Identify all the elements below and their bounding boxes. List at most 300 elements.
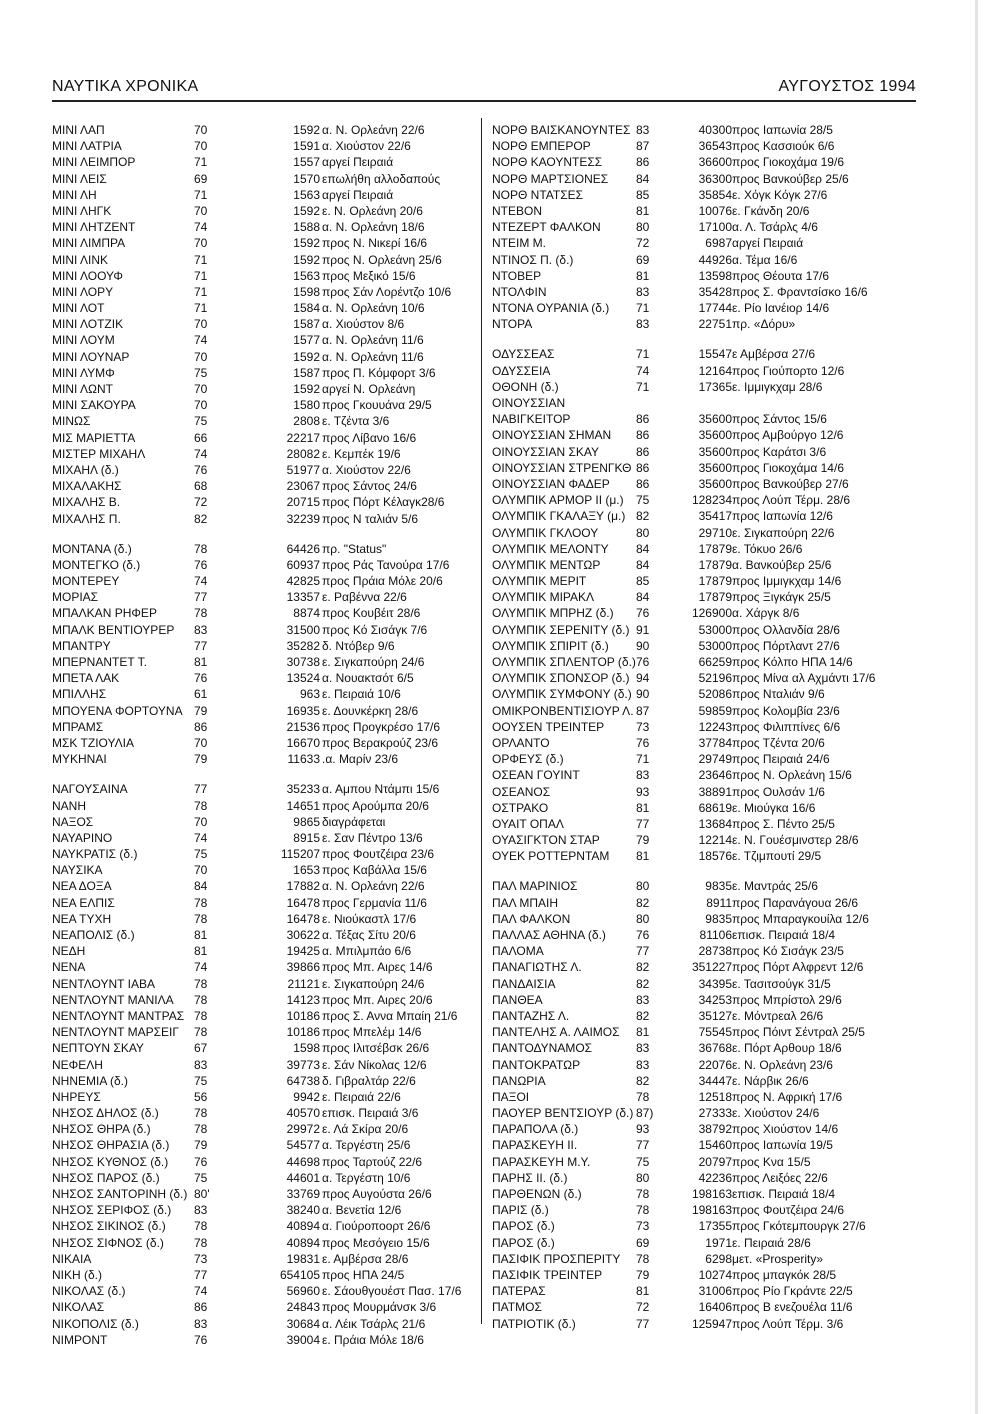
tonnage: 35600 — [698, 476, 732, 491]
ship-entry — [492, 171, 892, 187]
header-rule — [52, 100, 916, 102]
ship-entry — [492, 1202, 892, 1218]
ship-name: ΝΗΣΟΣ ΘΗΡΑ (δ.) — [52, 1122, 151, 1137]
ship-entry — [492, 476, 892, 492]
build-year: 74 — [194, 333, 208, 348]
status: προς Πόρτ Κέλαγκ28/6 — [322, 495, 445, 510]
ship-name: ΟΔΥΣΣΕΑΣ — [492, 347, 555, 362]
ship-entry — [492, 1235, 892, 1251]
ship-name: ΟΙΝΟΥΣΣΙΑΝ ΣΚΑΥ — [492, 444, 599, 459]
ship-entry — [492, 1057, 892, 1073]
ship-entry — [52, 381, 472, 397]
ship-name: ΜΙΧΑΛΗΣ Β. — [52, 495, 121, 510]
build-year: 56 — [194, 1089, 208, 1104]
ship-name: ΝΑΓΟΥΣΑΙΝΑ — [52, 782, 128, 797]
status: προς Φουτζέιρα 24/6 — [732, 1203, 845, 1218]
status: προς Αρούμπα 20/6 — [322, 798, 429, 813]
build-year: 77 — [636, 1316, 650, 1331]
ship-name: ΝΗΣΟΣ ΣΑΝΤΟΡΙΝΗ (δ.) — [52, 1187, 188, 1201]
build-year: 80 — [636, 1170, 650, 1185]
ship-entry — [492, 346, 892, 362]
ship-entry — [492, 784, 892, 800]
build-year: 77 — [194, 638, 208, 653]
tonnage: 18576 — [698, 849, 732, 864]
status: αργεί Πειραιά — [322, 187, 394, 202]
ship-name: ΟΛΥΜΠΙΚ ΣΕΡΕΝΙΤΥ (δ.) — [492, 622, 630, 637]
tonnage: 39866 — [286, 960, 320, 975]
status: προς Ιαπωνία 19/5 — [732, 1138, 833, 1153]
ship-name: ΟΛΥΜΠΙΚ ΜΕΝΤΩΡ — [492, 557, 601, 572]
ship-name: ΝΙΚΟΠΟΛΙΣ (δ.) — [52, 1316, 139, 1331]
ship-entry — [492, 427, 892, 443]
build-year: 82 — [636, 1073, 650, 1088]
build-year: 76 — [194, 1332, 208, 1347]
tonnage: 13684 — [698, 816, 732, 831]
build-year: 79 — [636, 833, 650, 848]
ship-entry — [52, 462, 472, 478]
build-year: 72 — [194, 495, 208, 510]
tonnage: 35600 — [698, 412, 732, 427]
ship-name: ΠΑΤΕΡΑΣ — [492, 1284, 546, 1299]
ship-name: ΝΟΡΘ ΚΑΟΥΝΤΕΣΣ — [492, 155, 603, 170]
tonnage: 81106 — [699, 928, 732, 942]
ship-name: ΟΔΥΣΣΕΙΑ — [492, 363, 551, 378]
tonnage: 17365 — [698, 379, 732, 394]
status: προς Ουλσάν 1/6 — [732, 784, 825, 799]
status: ε. Σαν Πέντρο 13/6 — [322, 830, 423, 845]
ship-entry — [52, 719, 472, 735]
tonnage: 15547 — [698, 347, 732, 362]
build-year: 90 — [636, 638, 650, 653]
build-year: 73 — [636, 719, 650, 734]
ship-name: ΜΟΝΤΑΝΑ (δ.) — [52, 541, 132, 556]
ship-name: ΟΛΥΜΠΙΚ ΜΠΡΗΖ (δ.) — [492, 606, 614, 621]
ship-entry — [492, 300, 892, 316]
build-year: 70 — [194, 139, 208, 154]
column-divider — [481, 118, 482, 1324]
tonnage: 64738 — [286, 1073, 320, 1088]
tonnage: 40894 — [286, 1235, 320, 1250]
tonnage: 17744 — [698, 301, 732, 316]
status: προς Ν. Ορλεάνη 15/6 — [732, 768, 852, 783]
status: α. Λ. Τσάρλς 4/6 — [732, 220, 818, 235]
build-year: 79 — [194, 1138, 208, 1153]
build-year: 86 — [194, 719, 208, 734]
status: α. Γιούροποορτ 26/6 — [322, 1219, 431, 1234]
tonnage: 36600 — [698, 155, 732, 170]
ship-entry — [492, 1089, 892, 1105]
tonnage: 6298 — [705, 1251, 732, 1266]
build-year: 79 — [194, 703, 208, 718]
ship-entry — [52, 1137, 472, 1153]
status: προς Μπελέμ 14/6 — [322, 1025, 422, 1040]
build-year: 71 — [194, 268, 208, 283]
status: προς Σάντος 15/6 — [732, 412, 827, 427]
build-year: 73 — [636, 1219, 650, 1234]
status: α. Ν. Ορλεάνη 10/6 — [322, 301, 425, 316]
ship-name: ΜΙΝΙ ΛΗ — [52, 187, 97, 202]
ship-name: ΠΑΛΟΜΑ — [492, 944, 544, 959]
ship-name: ΠΑΡΗΣ ΙΙ. (δ.) — [492, 1170, 568, 1185]
build-year: 78 — [194, 895, 208, 910]
build-year: 72 — [636, 236, 650, 251]
ship-name: ΝΙΚΑΙΑ — [52, 1251, 92, 1266]
status: α. Τέξας Σίτυ 20/6 — [322, 928, 416, 942]
ship-entry — [492, 492, 892, 508]
ship-name: ΜΙΝΙ ΛΟΤΖΙΚ — [52, 317, 124, 332]
ship-entry — [492, 203, 892, 219]
status: προς Ν ταλιάν 5/6 — [322, 511, 419, 526]
tonnage: 42825 — [286, 574, 320, 589]
status: προς Γκότεμπουργκ 27/6 — [732, 1219, 866, 1234]
ship-name: ΝΙΚΟΛΑΣ — [52, 1300, 105, 1315]
tonnage: 38891 — [698, 784, 732, 799]
build-year: 80 — [636, 525, 650, 540]
ship-name: ΝΙΚΟΛΑΣ (δ.) — [52, 1284, 126, 1299]
build-year: 71 — [636, 752, 650, 767]
ship-entry — [52, 959, 472, 975]
tonnage: 9865 — [293, 814, 320, 829]
status: ε Αμβέρσα 27/6 — [732, 347, 816, 362]
tonnage: 11633 — [287, 752, 320, 767]
build-year: 82 — [636, 960, 650, 975]
ship-entry — [492, 508, 892, 524]
status: α. Χιούστον 8/6 — [322, 317, 405, 332]
ship-entry — [492, 832, 892, 848]
ship-entry — [492, 138, 892, 154]
tonnage: 35600 — [698, 444, 732, 459]
ship-name: ΝΗΡΕΥΣ — [52, 1089, 101, 1104]
status: προς Μπαραγκουίλα 12/6 — [732, 911, 869, 926]
tonnage: 35854 — [698, 187, 732, 202]
build-year: 74 — [194, 830, 208, 845]
build-year: 82 — [636, 1008, 650, 1023]
status: ε. Ν. Ορλεάνη 23/6 — [732, 1057, 833, 1072]
status: α. Μπιλμπάο 6/6 — [322, 944, 412, 959]
status: προς Πόιντ Σέντραλ 25/5 — [732, 1025, 865, 1040]
build-year: 80 — [636, 911, 650, 926]
ship-name: ΝΤΙΝΟΣ Π. (δ.) — [492, 252, 574, 267]
build-year: 76 — [194, 1154, 208, 1169]
status: προς Κό Σισάγκ 23/5 — [732, 944, 844, 959]
ship-entry — [52, 541, 472, 557]
ship-name: ΝΑΒΙΓΚΕΙΤΟΡ — [492, 412, 571, 427]
build-year: 78 — [636, 1251, 650, 1266]
build-year: 75 — [194, 1170, 208, 1185]
status: προς Λούπ Τέρμ. 3/6 — [732, 1316, 844, 1331]
status: ε. Σάουθγουέστ Πασ. 17/6 — [322, 1284, 462, 1299]
build-year: 76 — [194, 671, 208, 686]
build-year: 70 — [194, 123, 208, 137]
ship-entry — [52, 830, 472, 846]
ship-entry — [492, 589, 892, 605]
build-year: 85 — [636, 574, 650, 589]
ship-entry — [492, 1121, 892, 1137]
ship-entry — [52, 638, 472, 654]
ship-name: ΜΙΧΑΗΛ (δ.) — [52, 462, 119, 477]
ship-name: ΜΠΟΥΕΝΑ ΦΟΡΤΟΥΝΑ — [52, 703, 183, 718]
status: προς Αμβούργο 12/6 — [732, 428, 844, 443]
ship-entry — [52, 1218, 472, 1234]
ship-entry — [52, 686, 472, 702]
ship-name: ΝΗΣΟΣ ΘΗΡΑΣΙΑ (δ.) — [52, 1138, 170, 1153]
tonnage: 198163 — [691, 1187, 732, 1201]
tonnage: 34447 — [698, 1073, 732, 1088]
ship-name: ΜΙΝΙ ΛΙΝΚ — [52, 252, 109, 267]
build-year: 71 — [636, 301, 650, 316]
tonnage: 17100 — [698, 220, 732, 235]
ship-entry — [492, 751, 892, 767]
status: ε. Σιγκαπούρη 24/6 — [322, 655, 425, 669]
build-year: 86 — [636, 444, 650, 459]
status: ε. Σάν Νίκολας 12/6 — [322, 1057, 427, 1072]
build-year: 77 — [194, 590, 208, 605]
ship-entry — [492, 927, 892, 943]
build-year: 81 — [636, 203, 650, 218]
status: αργεί Πειραιά — [732, 236, 804, 251]
ship-entry — [52, 1121, 472, 1137]
status: προς Λίβανο 16/6 — [322, 430, 417, 445]
build-year: 74 — [194, 574, 208, 589]
tonnage: 20715 — [286, 495, 320, 510]
tonnage: 30684 — [286, 1316, 320, 1331]
ship-name: ΠΑΝΔΑΙΣΙΑ — [492, 976, 556, 991]
status: μετ. «Prosperity» — [732, 1251, 824, 1266]
ship-name: ΠΑΡΙΣ (δ.) — [492, 1203, 549, 1218]
build-year: 81 — [636, 800, 650, 815]
status: προς Καβάλλα 15/6 — [322, 863, 427, 878]
tonnage: 28738 — [698, 944, 732, 959]
build-year: 71 — [194, 187, 208, 202]
status: ε. Σιγκαπούρη 24/6 — [322, 976, 425, 991]
tonnage: 10186 — [286, 1008, 320, 1023]
status: ε. Τασιτσούγκ 31/5 — [732, 976, 831, 991]
ship-entry — [52, 557, 472, 573]
issue-date: ΑΥΓΟΥΣΤΟΣ 1994 — [778, 78, 916, 95]
build-year: 78 — [636, 1089, 650, 1104]
ship-name: ΜΠΕΤΑ ΛΑΚ — [52, 671, 120, 686]
build-year: 70 — [194, 236, 208, 251]
status: α. Ν. Ορλεάνη 11/6 — [322, 349, 424, 364]
ship-entry — [492, 703, 892, 719]
status: ε. Νιούκαστλ 17/6 — [322, 911, 417, 926]
status: προς Λούπ Τέρμ. 28/6 — [732, 493, 851, 508]
tonnage: 38240 — [286, 1203, 320, 1218]
ship-entry — [52, 814, 472, 830]
ship-entry — [52, 252, 472, 268]
ship-name: ΜΠΡΑΜΣ — [52, 719, 104, 734]
ship-entry — [52, 511, 472, 527]
build-year: 78 — [194, 976, 208, 991]
tonnage: 36768 — [698, 1041, 732, 1056]
build-year: 72 — [636, 1300, 650, 1315]
tonnage: 35127 — [698, 1008, 732, 1023]
ship-name: ΠΑΡΑΣΚΕΥΗ Μ.Υ. — [492, 1154, 591, 1169]
tonnage: 35282 — [286, 638, 320, 653]
tonnage: 53000 — [698, 638, 732, 653]
ship-name: ΜΙΝΙ ΛΕΙΣ — [52, 171, 107, 186]
ship-name: ΜΙΝΙ ΛΟΡΥ — [52, 284, 114, 299]
ship-entry — [492, 573, 892, 589]
status: προς Μεσόγειο 15/6 — [322, 1235, 430, 1250]
tonnage: 9942 — [293, 1089, 320, 1104]
ship-name: ΝΤΟΛΦΙΝ — [492, 284, 547, 299]
build-year: 78 — [194, 1025, 208, 1040]
ship-entry — [492, 1008, 892, 1024]
ship-name: ΜΙΣ ΜΑΡΙΕΤΤΑ — [52, 430, 136, 445]
ship-entry — [52, 703, 472, 719]
build-year: 68 — [194, 479, 208, 494]
status: ε. Ν. Γουέσμινστερ 28/6 — [732, 833, 859, 848]
ship-entry — [52, 300, 472, 316]
tonnage: 35417 — [698, 509, 732, 524]
ship-name: ΜΙΝΙ ΛΟΥΜ — [52, 333, 115, 348]
ship-name: ΠΑΣΙΦΙΚ ΤΡΕΙΝΤΕΡ — [492, 1267, 603, 1282]
status: α. Χιούστον 22/6 — [322, 462, 411, 477]
ship-entry — [52, 284, 472, 300]
build-year: 81 — [636, 849, 650, 864]
build-year: 80 — [636, 879, 650, 894]
build-year: 85 — [636, 187, 650, 202]
ship-name: ΜΙΝΩΣ — [52, 414, 91, 429]
tonnage: 1592 — [293, 123, 320, 137]
build-year: 87 — [636, 139, 650, 154]
tonnage: 60937 — [286, 557, 320, 572]
status: ε. Χιούστον 24/6 — [732, 1106, 820, 1121]
ship-name: ΟΛΥΜΠΙΚ ΣΠΙΡΙΤ (δ.) — [492, 638, 609, 653]
ship-entry — [52, 878, 472, 894]
ship-entry — [492, 363, 892, 379]
ship-entry — [492, 316, 892, 332]
ship-entry — [52, 397, 472, 413]
build-year: 83 — [194, 1203, 208, 1218]
status: α. Τεργέστη 10/6 — [322, 1170, 411, 1185]
ship-name: ΠΑΞΟΙ — [492, 1089, 530, 1104]
ship-entry — [52, 735, 472, 751]
build-year: 78 — [194, 1219, 208, 1234]
ship-name: ΝΕΑ ΕΛΠΙΣ — [52, 895, 115, 910]
ship-name: ΠΑΛ ΦΑΛΚΟΝ — [492, 911, 571, 926]
build-year: 76 — [636, 735, 650, 750]
ship-name: ΝΗΣΟΣ ΚΥΘΝΟΣ (δ.) — [52, 1154, 169, 1169]
ship-entry — [52, 1170, 472, 1186]
build-year: 77 — [636, 1138, 650, 1153]
status: ε. Λά Σκίρα 20/6 — [322, 1122, 409, 1137]
ship-entry — [492, 686, 892, 702]
ship-name: ΟΙΝΟΥΣΣΙΑΝ — [492, 396, 566, 410]
ship-entry — [492, 976, 892, 992]
status: προς Γερμανία 11/6 — [322, 895, 427, 910]
ship-name: ΠΑΡΑΠΟΛΑ (δ.) — [492, 1122, 579, 1137]
tonnage: 14651 — [286, 798, 320, 813]
ship-name: ΝΟΡΘ ΝΤΑΤΣΕΣ — [492, 187, 584, 202]
tonnage: 31500 — [286, 622, 320, 637]
status: α. Αμπου Ντάμπι 15/6 — [322, 782, 440, 797]
ship-name: ΝΤΟΝΑ ΟΥΡΑΝΙΑ (δ.) — [492, 301, 610, 316]
tonnage: 1557 — [293, 155, 320, 170]
ship-entry — [52, 670, 472, 686]
status: α. Λέικ Τσάρλς 21/6 — [322, 1316, 426, 1331]
tonnage: 40570 — [286, 1106, 320, 1121]
status: διαγράφεται — [322, 814, 386, 829]
build-year: 80' — [194, 1187, 210, 1201]
section-gap — [492, 332, 892, 346]
tonnage: 56960 — [286, 1284, 320, 1299]
ship-name: ΝΗΣΟΣ ΣΙΚΙΝΟΣ (δ.) — [52, 1219, 166, 1234]
ship-name: ΜΥΚΗΝΑΙ — [52, 752, 107, 767]
build-year: 86 — [636, 412, 650, 427]
ship-name: ΟΛΥΜΠΙΚ ΓΚΑΛΑΞΥ (μ.) — [492, 509, 626, 524]
tonnage: 1592 — [293, 252, 320, 267]
status: προς Ν. Αφρική 17/6 — [732, 1089, 843, 1104]
ship-name: ΝΕΑ ΤΥΧΗ — [52, 911, 112, 926]
tonnage: 1592 — [293, 382, 320, 396]
ship-entry — [492, 284, 892, 300]
build-year: 73 — [194, 1251, 208, 1266]
tonnage: 22076 — [698, 1057, 732, 1072]
ship-name: ΜΟΝΤΕΓΚΟ (δ.) — [52, 557, 141, 572]
build-year: 83 — [636, 317, 650, 332]
status: ε. Τζιμπουτί 29/5 — [732, 849, 822, 864]
ship-name: ΜΠΕΡΝΑΝΤΕΤ Τ. — [52, 655, 147, 669]
ship-entry — [52, 122, 472, 138]
ship-name: ΝΤΟΒΕΡ — [492, 268, 542, 283]
page-edge-shadow — [975, 0, 978, 1414]
ship-entry — [492, 395, 892, 411]
status: προς Βανκούβερ 27/6 — [732, 476, 849, 491]
tonnage: 17355 — [698, 1219, 732, 1234]
build-year: 94 — [636, 671, 650, 686]
tonnage: 1591 — [293, 139, 320, 154]
ship-entry — [52, 846, 472, 862]
tonnage: 37784 — [698, 735, 732, 750]
tonnage: 17879 — [698, 541, 732, 556]
ship-entry — [52, 862, 472, 878]
status: προς Σάν Λορέντζο 10/6 — [322, 284, 452, 299]
build-year: 70 — [194, 814, 208, 829]
build-year: 78 — [194, 911, 208, 926]
status: προς Μεξικό 15/6 — [322, 268, 416, 283]
ship-name: ΜΠΑΛΚ ΒΕΝΤΙΟΥΡΕΡ — [52, 622, 175, 637]
build-year: 76 — [194, 462, 208, 477]
ship-name: ΟΛΥΜΠΙΚ ΣΥΜΦΟΝΥ (δ.) — [492, 687, 632, 702]
build-year: 84 — [636, 171, 650, 186]
build-year: 87 — [636, 703, 650, 718]
ship-entry — [52, 1235, 472, 1251]
build-year: 78 — [636, 1203, 650, 1218]
tonnage: 35233 — [286, 782, 320, 797]
build-year: 75 — [194, 365, 208, 380]
tonnage: 52196 — [698, 671, 732, 686]
tonnage: 28082 — [286, 446, 320, 461]
build-year: 82 — [636, 895, 650, 910]
ship-entry — [492, 735, 892, 751]
tonnage: 16478 — [286, 911, 320, 926]
status: προς Βερακρούζ 23/6 — [322, 735, 439, 750]
tonnage: 59859 — [698, 703, 732, 718]
status: προς Ιλιτσέβσκ 26/6 — [322, 1041, 430, 1056]
status: προς Μπ. Αιρες 20/6 — [322, 992, 433, 1007]
ship-name: ΠΑΛ ΜΠΑΙΗ — [492, 895, 559, 910]
status: πρ. "Status" — [322, 541, 387, 556]
build-year: 70 — [194, 735, 208, 750]
status: πρ. «Δόρυ» — [732, 317, 796, 332]
build-year: 69 — [194, 171, 208, 186]
build-year: 75 — [194, 1073, 208, 1088]
ship-entry — [52, 1024, 472, 1040]
tonnage: 1653 — [293, 863, 320, 878]
ship-entry — [52, 154, 472, 170]
